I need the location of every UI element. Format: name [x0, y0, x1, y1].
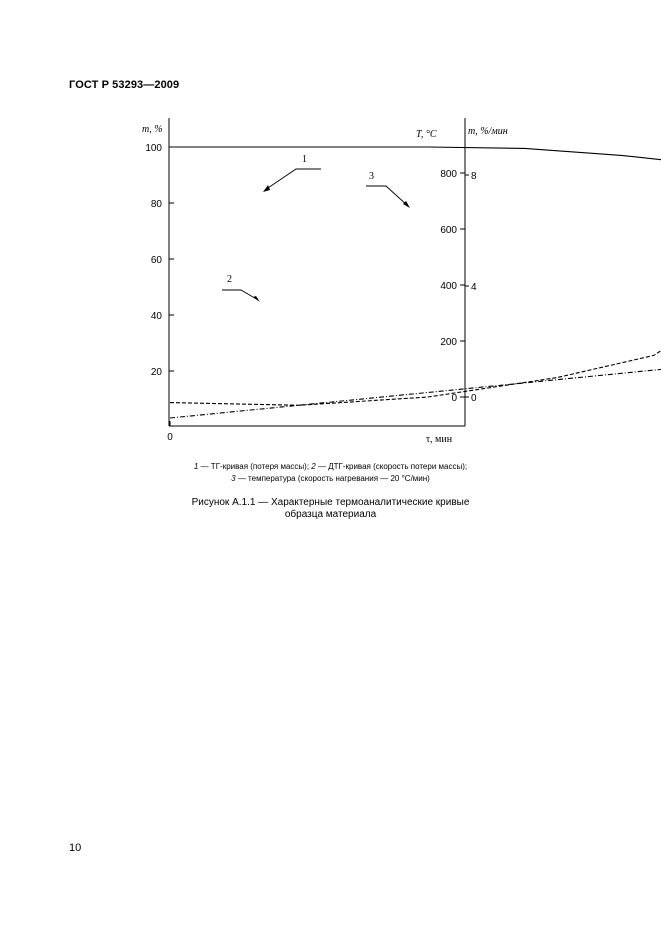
y-right-rate-tick-label: 8: [471, 171, 477, 182]
leader-arrow-1: [263, 185, 270, 192]
y-left-tick-label: 40: [150, 311, 162, 322]
caption-num-2: 2: [311, 462, 316, 471]
y-right-rate-tick-label: 0: [471, 393, 477, 404]
y-right-temp-tick-label: 200: [440, 337, 457, 348]
figure-title-line-1: Рисунок А.1.1 — Характерные термоаналитические кривые: [191, 497, 470, 508]
series-line-2: [170, 133, 661, 405]
y-left-axis-label: m, %: [142, 124, 163, 135]
figure-title: [0, 497, 661, 521]
document-header: ГОСТ Р 53293—2009: [69, 79, 180, 91]
leader-arrow-2: [253, 296, 260, 302]
leader-line-3: [366, 186, 408, 206]
caption-line-1: [0, 461, 661, 473]
y-right-rate-tick-label: 4: [471, 282, 477, 293]
caption-text-3: — температура (скорость нагревания — 20 °С/мин): [235, 474, 430, 483]
leader-line-2: [222, 290, 258, 300]
y-right-temp-tick-label: 0: [451, 393, 457, 404]
page-number: 10: [69, 842, 82, 854]
y-right-temp-tick-label: 400: [440, 281, 457, 292]
x-tick-label: 0: [167, 432, 173, 443]
caption-text-1: — ТГ-кривая (потеря массы);: [198, 462, 312, 471]
y-right-temp-tick-label: 600: [440, 225, 457, 236]
x-axis-label: τ, мин: [426, 434, 453, 445]
series-label-3: 3: [369, 171, 374, 182]
chart-axes: [142, 118, 661, 445]
series-line-3: [170, 156, 661, 418]
caption-num-1: 1: [193, 462, 199, 471]
figure-legend-caption: [0, 461, 661, 485]
y-left-tick-label: 100: [145, 143, 162, 154]
y-right-temp-tick-label: 800: [440, 169, 457, 180]
y-left-tick-label: 20: [150, 367, 162, 378]
chart-labels: [222, 154, 410, 302]
figure-title-line-2: образца материала: [284, 509, 377, 520]
series-label-2: 2: [227, 274, 232, 285]
series-label-1: 1: [302, 154, 307, 165]
series-line-1: [170, 147, 661, 301]
y-right-temp-axis-label: T, °C: [416, 129, 437, 140]
caption-num-3: 3: [231, 474, 236, 483]
leader-line-1: [265, 169, 321, 190]
y-right-rate-axis-label: m, %/мин: [468, 126, 508, 137]
y-left-tick-label: 80: [150, 199, 162, 210]
chart-series: [170, 133, 661, 418]
caption-text-2: — ДТГ-кривая (скорость потери массы);: [315, 462, 468, 471]
caption-line-2: [0, 473, 661, 485]
y-left-tick-label: 60: [150, 255, 162, 266]
